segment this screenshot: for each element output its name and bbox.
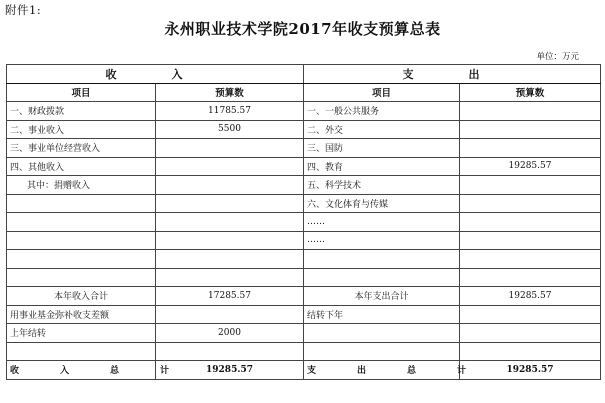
- page-title: 永州职业技术学院2017年收支预算总表: [164, 20, 441, 38]
- table-row: [7, 250, 601, 269]
- expenditure-item-cell: [304, 342, 460, 361]
- expenditure-amount-cell: [460, 268, 601, 287]
- expenditure-item-cell: 一、一般公共服务: [304, 102, 460, 121]
- table-row: [7, 157, 601, 176]
- expenditure-amount-cell: [460, 194, 601, 213]
- expenditure-amount-header: 预算数: [460, 83, 601, 102]
- expenditure-item-cell: [304, 250, 460, 269]
- expenditure-item-cell: [304, 324, 460, 343]
- expenditure-amount-cell: [460, 342, 601, 361]
- income-item-cell: [7, 342, 156, 361]
- expenditure-amount-cell: [460, 102, 601, 121]
- income-item-cell: 其中：捐赠收入: [7, 176, 156, 195]
- income-item-cell: [7, 250, 156, 269]
- expenditure-amount-cell: [460, 324, 601, 343]
- income-amount-header: 预算数: [156, 83, 304, 102]
- income-amount-cell: 2000: [156, 324, 304, 343]
- expenditure-amount-cell: [460, 231, 601, 250]
- expenditure-item-header: 项目: [304, 83, 460, 102]
- income-item-cell: [7, 194, 156, 213]
- income-item-cell: 一、财政拨款: [7, 102, 156, 121]
- expenditure-amount-cell: [460, 176, 601, 195]
- table-row: [7, 120, 601, 139]
- expenditure-item-cell: 三、国防: [304, 139, 460, 158]
- income-amount-cell: [156, 231, 304, 250]
- income-amount-cell: 5500: [156, 120, 304, 139]
- expenditure-total-label: 支 出 总 计: [304, 361, 460, 380]
- expenditure-amount-cell: [460, 250, 601, 269]
- table-row: [7, 342, 601, 361]
- income-amount-cell: 11785.57: [156, 102, 304, 121]
- income-amount-cell: [156, 176, 304, 195]
- expenditure-item-cell: [304, 268, 460, 287]
- income-amount-cell: [156, 305, 304, 324]
- expenditure-amount-cell: 19285.57: [460, 287, 601, 306]
- income-item-cell: 用事业基金弥补收支差额: [7, 305, 156, 324]
- income-item-cell: 二、事业收入: [7, 120, 156, 139]
- table-row: [7, 213, 601, 232]
- table-row: [7, 194, 601, 213]
- expenditure-amount-cell: [460, 120, 601, 139]
- income-amount-cell: [156, 342, 304, 361]
- expenditure-amount-cell: [460, 213, 601, 232]
- expenditure-item-cell: 二、外交: [304, 120, 460, 139]
- income-amount-cell: [156, 213, 304, 232]
- expenditure-item-cell: 五、科学技术: [304, 176, 460, 195]
- column-header-row: [7, 83, 601, 102]
- expenditure-item-cell: ……: [304, 231, 460, 250]
- unit-label: 单位：万元: [536, 52, 579, 62]
- expenditure-item-cell: 六、文化体育与传媒: [304, 194, 460, 213]
- section-header-row: [7, 65, 601, 84]
- table-row: [7, 324, 601, 343]
- grand-total-row: [7, 361, 601, 380]
- income-item-header: 项目: [7, 83, 156, 102]
- attachment-label: 附件1:: [5, 3, 42, 17]
- income-amount-cell: [156, 157, 304, 176]
- income-item-cell: 四、其他收入: [7, 157, 156, 176]
- expenditure-total-amount: 19285.57: [460, 361, 601, 380]
- budget-table: [6, 64, 601, 380]
- table-row: [7, 176, 601, 195]
- income-section-header: 收 入: [7, 65, 304, 84]
- income-amount-cell: [156, 194, 304, 213]
- income-total-label: 收 入 总 计: [7, 361, 156, 380]
- table-row: [7, 287, 601, 306]
- expenditure-item-cell: 本年支出合计: [304, 287, 460, 306]
- expenditure-amount-cell: [460, 305, 601, 324]
- income-item-cell: [7, 231, 156, 250]
- expenditure-amount-cell: [460, 139, 601, 158]
- expenditure-amount-cell: 19285.57: [460, 157, 601, 176]
- table-row: [7, 139, 601, 158]
- income-amount-cell: [156, 250, 304, 269]
- table-row: [7, 102, 601, 121]
- income-item-cell: 本年收入合计: [7, 287, 156, 306]
- income-item-cell: [7, 213, 156, 232]
- income-item-cell: 上年结转: [7, 324, 156, 343]
- income-amount-cell: 17285.57: [156, 287, 304, 306]
- income-amount-cell: [156, 268, 304, 287]
- expenditure-item-cell: 四、教育: [304, 157, 460, 176]
- table-row: [7, 231, 601, 250]
- expenditure-item-cell: ……: [304, 213, 460, 232]
- income-item-cell: 三、事业单位经营收入: [7, 139, 156, 158]
- income-amount-cell: [156, 139, 304, 158]
- table-row: [7, 268, 601, 287]
- table-row: [7, 305, 601, 324]
- expenditure-item-cell: 结转下年: [304, 305, 460, 324]
- income-item-cell: [7, 268, 156, 287]
- expenditure-section-header: 支 出: [304, 65, 601, 84]
- income-total-amount: 19285.57: [156, 361, 304, 380]
